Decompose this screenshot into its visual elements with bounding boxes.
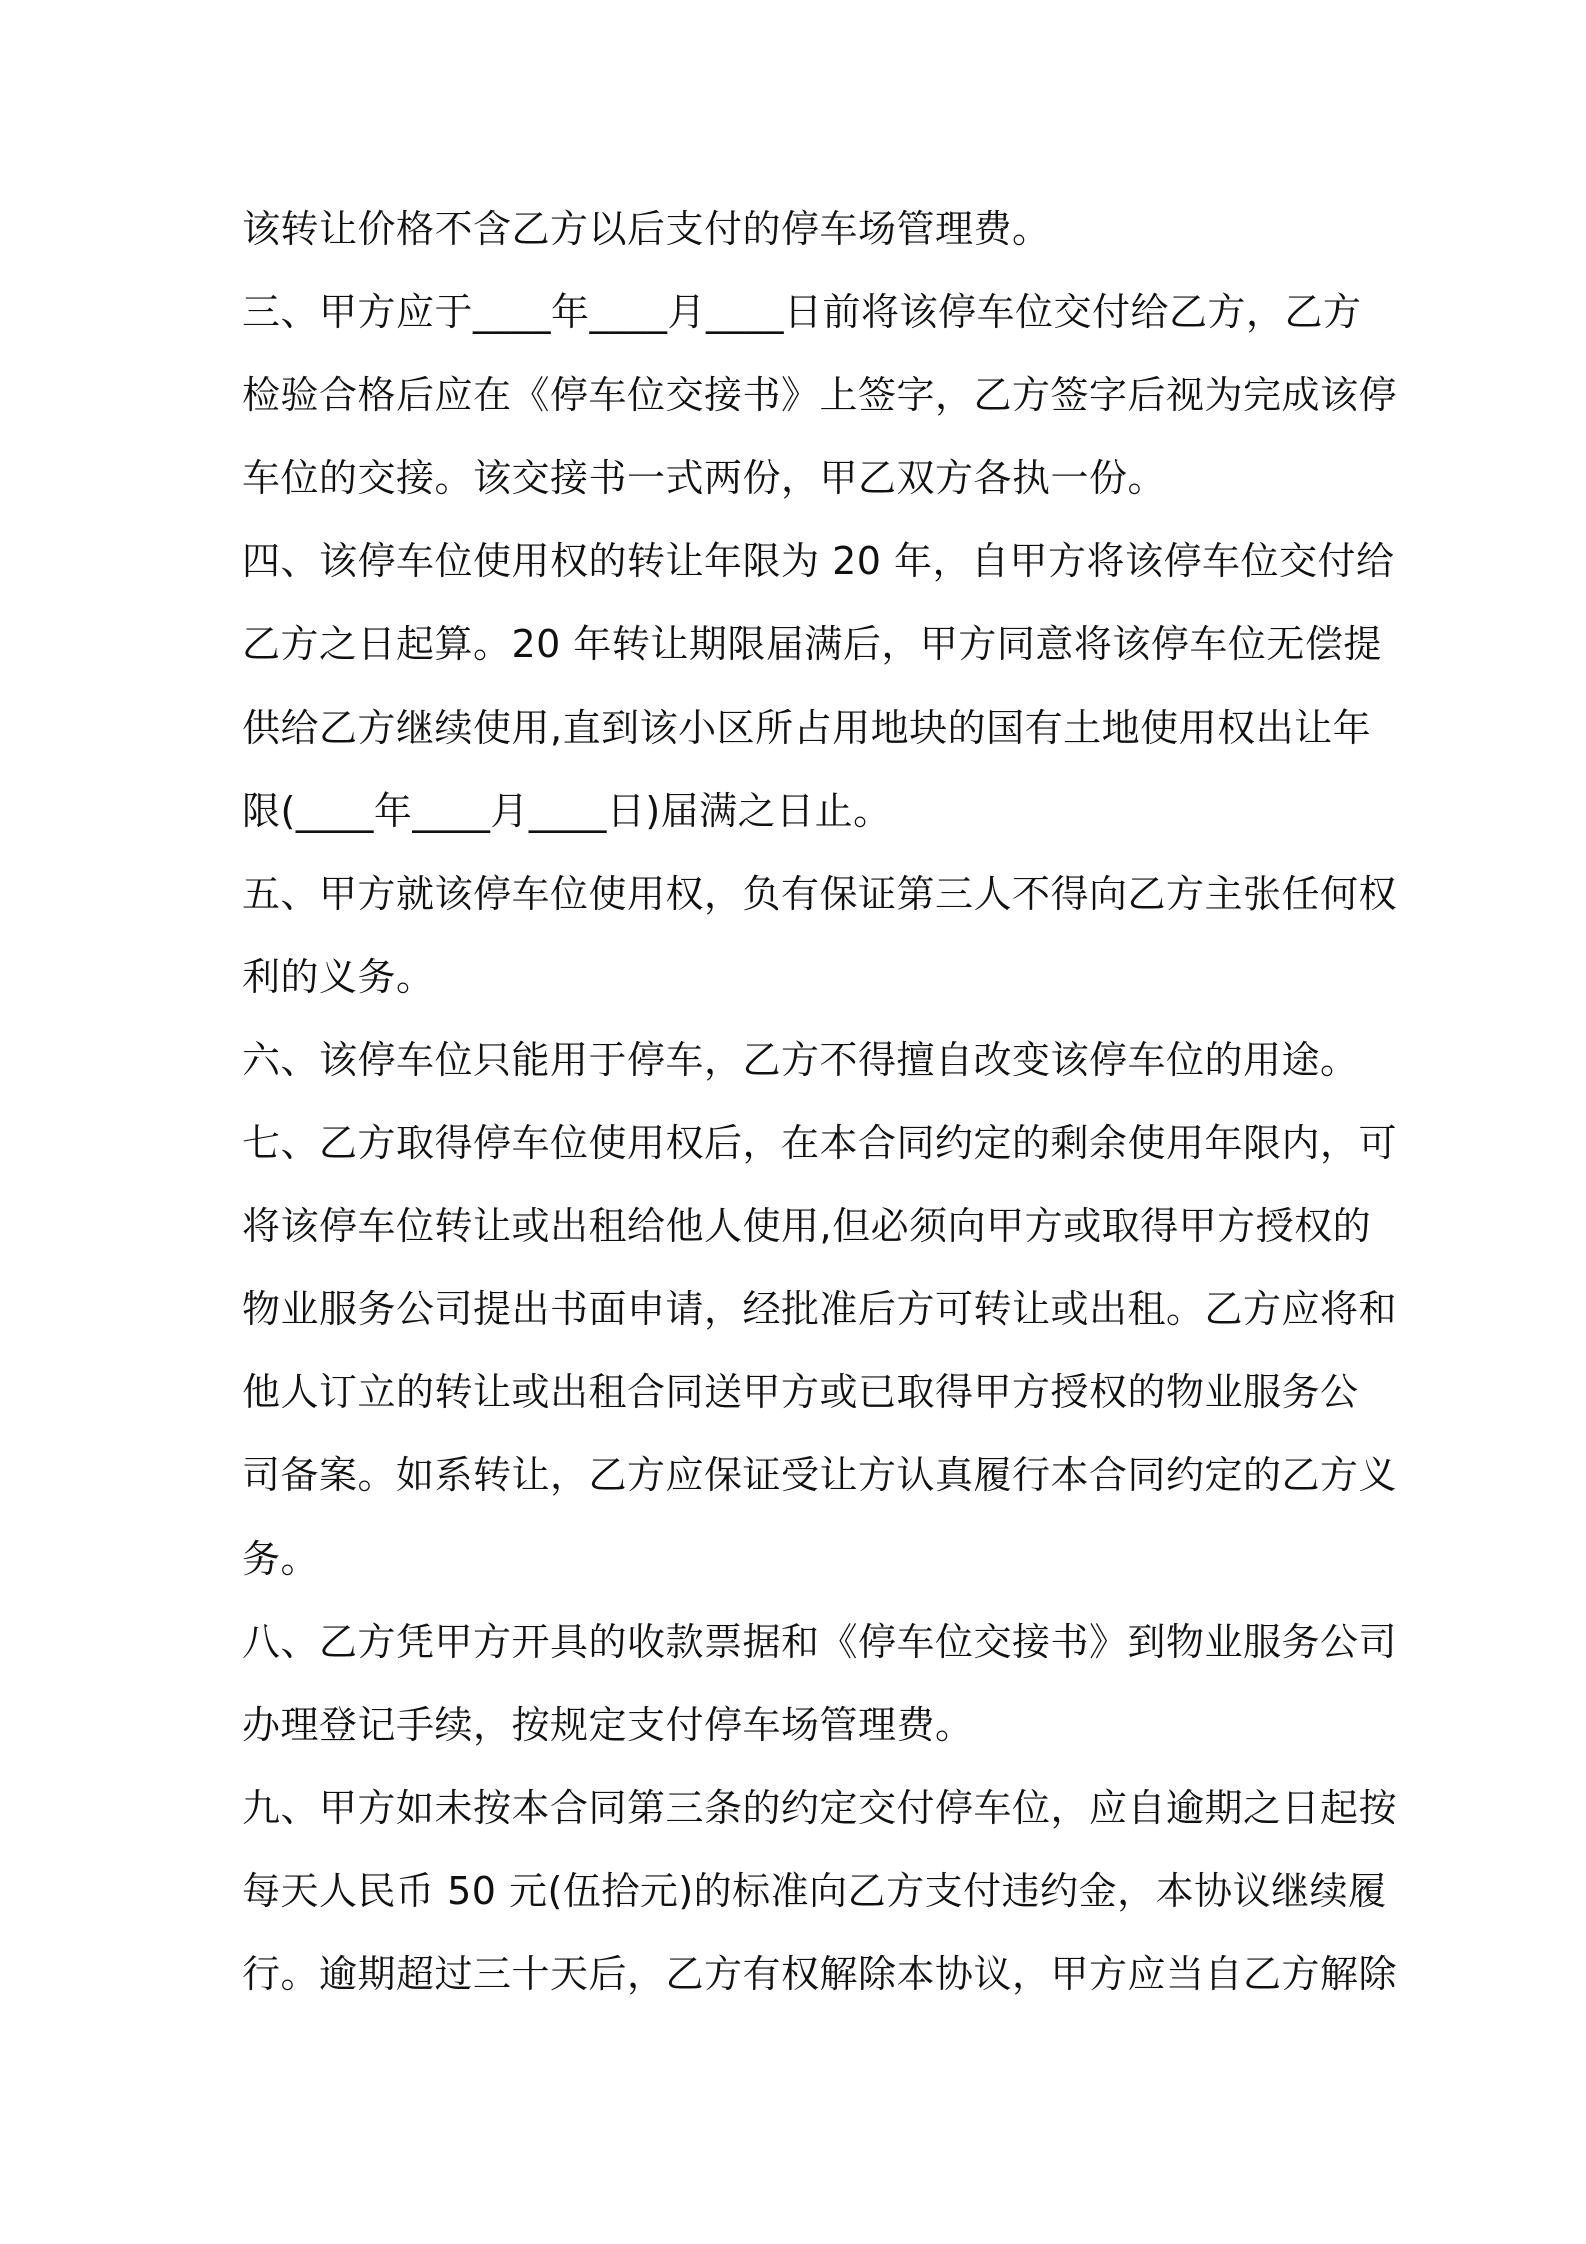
text-line: 六、该停车位只能用于停车，乙方不得擅自改变该停车位的用途。 — [242, 1037, 1359, 1082]
text-line: 每天人民币 50 元(伍拾元)的标准向乙方支付违约金，本协议继续履 — [242, 1868, 1387, 1913]
text-line: 八、乙方凭甲方开具的收款票据和《停车位交接书》到物业服务公司 — [242, 1619, 1398, 1664]
text-line: 乙方之日起算。20 年转让期限届满后，甲方同意将该停车位无偿提 — [242, 622, 1382, 667]
text-line: 务。 — [242, 1536, 320, 1581]
text-line: 检验合格后应在《停车位交接书》上签字，乙方签字后视为完成该停 — [242, 373, 1398, 418]
text-line: 他人订立的转让或出租合同送甲方或已取得甲方授权的物业服务公 — [242, 1370, 1359, 1415]
text-line: 三、甲方应于____年____月____日前将该停车位交付给乙方，乙方 — [242, 290, 1362, 335]
text-line: 该转让价格不含乙方以后支付的停车场管理费。 — [242, 207, 1051, 251]
text-line: 司备案。如系转让，乙方应保证受让方认真履行本合同约定的乙方义 — [242, 1453, 1398, 1498]
text-line: 将该停车位转让或出租给他人使用,但必须向甲方或取得甲方授权的 — [242, 1204, 1372, 1249]
text-line: 七、乙方取得停车位使用权后，在本合同约定的剩余使用年限内，可 — [242, 1121, 1398, 1166]
text-line: 物业服务公司提出书面申请，经批准后方可转让或出租。乙方应将和 — [242, 1287, 1398, 1332]
text-line: 五、甲方就该停车位使用权，负有保证第三人不得向乙方主张任何权 — [242, 871, 1398, 916]
contract-text — [242, 188, 1398, 2016]
text-line: 车位的交接。该交接书一式两份，甲乙双方各执一份。 — [242, 456, 1167, 501]
text-line: 行。逾期超过三十天后，乙方有权解除本协议，甲方应当自乙方解除 — [242, 1951, 1398, 1996]
text-line: 九、甲方如未按本合同第三条的约定交付停车位，应自逾期之日起按 — [242, 1785, 1398, 1830]
text-line: 供给乙方继续使用,直到该小区所占用地块的国有土地使用权出让年 — [242, 705, 1372, 750]
text-line: 四、该停车位使用权的转让年限为 20 年，自甲方将该停车位交付给 — [242, 539, 1395, 584]
text-line: 限(____年____月____日)届满之日止。 — [242, 788, 892, 833]
text-line: 办理登记手续，按规定支付停车场管理费。 — [242, 1702, 974, 1747]
text-line: 利的义务。 — [242, 954, 435, 999]
